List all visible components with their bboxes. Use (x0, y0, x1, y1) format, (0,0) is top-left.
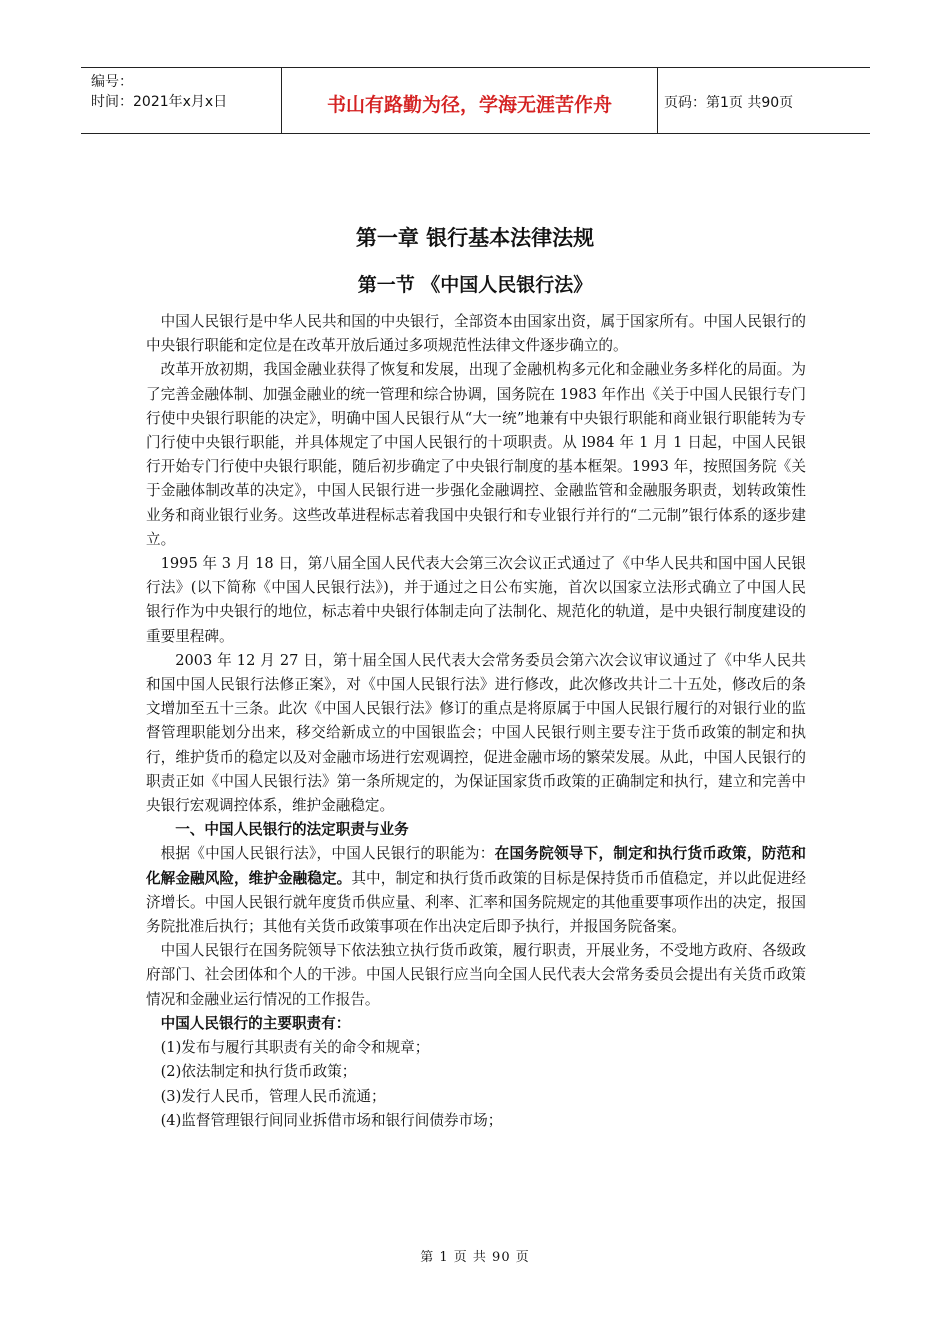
header-meta-cell (81, 68, 282, 133)
paragraph-6: 中国人民银行在国务院领导下依法独立执行货币政策，履行职责，开展业务，不受地方政府、各级政府部门、社会团体和个人的干涉。中国人民银行应当向全国人民代表大会常务委员会提出有关货币政策情况和金融业运行情况的工作报告。 (146, 942, 806, 1008)
document-body (146, 310, 806, 1133)
paragraph-1: 中国人民银行是中华人民共和国的中央银行，全部资本由国家出资，属于国家所有。中国人民银行的中央银行职能和定位是在改革开放后通过多项规范性法律文件逐步确立的。 (146, 313, 806, 355)
header-time-label: 时间：2021年x月x日 (91, 94, 228, 110)
document-header (81, 67, 870, 134)
list-item: (2)依法制定和执行货币政策； (160, 1063, 357, 1081)
subheading-duties: 一、中国人民银行的法定职责与业务 (175, 821, 409, 839)
header-motto: 书山有路勤为径，学海无涯苦作舟 (282, 68, 658, 133)
paragraph-5-rest: 其中，制定和执行货币政策的目标是保持货币币值稳定，并以此促进经济增长。中国人民银行就年度货币供应量、利率、汇率和国务院规定的其他重要事项作出的决定，报国务院批准后执行；其他有关货币政策事项在作出决定后即予执行，并报国务院备案。 (146, 869, 806, 936)
list-item: (3)发行人民币，管理人民币流通； (160, 1087, 386, 1105)
paragraph-4: 2003 年 12 月 27 日，第十届全国人民代表大会常务委员会第六次会议审议通过了《中华人民共和国中国人民银行法修正案》，对《中国人民银行法》进行修改，此次修改共计二十五处，修改后的条文增加至五十三条。此次《中国人民银行法》修订的重点是将原属于中国人民银行履行的对银行业的监督管理职能划分出来，移交给新成立的中国银监会；中国人民银行则主要专注于货币政策的制定和执行，维护货币的稳定以及对金融市场进行宏观调控，促进金融市场的繁荣发展。从此，中国人民银行的职责正如《中国人民银行法》第一条所规定的，为保证国家货币政策的正确制定和执行，建立和完善中央银行宏观调控体系，维护金融稳定。 (146, 651, 806, 815)
paragraph-5-intro: 根据《中国人民银行法》，中国人民银行的职能为： (160, 845, 495, 863)
chapter-title: 第一章 银行基本法律法规 (355, 226, 595, 250)
page-footer: 第 1 页 共 90 页 (420, 1250, 530, 1265)
header-page-info: 页码：第1页 共90页 (664, 94, 794, 111)
section-title: 第一节 《中国人民银行法》 (357, 274, 593, 296)
list-item: (1)发布与履行其职责有关的命令和规章； (160, 1039, 430, 1057)
list-item: (4)监督管理银行间同业拆借市场和银行间债券市场； (160, 1111, 503, 1129)
paragraph-5 (146, 842, 806, 939)
paragraph-5-emphasis: 在国务院领导下，制定和执行货币政策，防范和化解金融风险，维护金融稳定。 (146, 845, 806, 887)
paragraph-2: 改革开放初期，我国金融业获得了恢复和发展，出现了金融机构多元化和金融业务多样化的局面。为了完善金融体制、加强金融业的统一管理和综合协调，国务院在 1983 年作出《关于中国人民银行专门行使中央银行职能的决定》，明确中国人民银行从“大一统”地兼有中央银行职能和商业银行职能转为专门行使中央银行职能，并具体规定了中国人民银行的十项职责。从 l984 年 1 月 1 日起，中国人民银行开始专门行使中央银行职能，随后初步确定了中央银行制度的基本框架。1993 年，按照国务院《关于金融体制改革的决定》，中国人民银行进一步强化金融调控、金融监管和金融服务职责，划转政策性业务和商业银行业务。这些改革进程标志着我国中央银行和专业银行并行的“二元制”银行体系的逐步建立。 (146, 361, 806, 548)
header-number-label: 编号： (91, 74, 133, 90)
subheading-main-duties: 中国人民银行的主要职责有： (160, 1014, 351, 1032)
paragraph-3: 1995 年 3 月 18 日，第八届全国人民代表大会第三次会议正式通过了《中华人民共和国中国人民银行法》(以下简称《中国人民银行法》)，并于通过之日公布实施，首次以国家立法形式确立了中国人民银行作为中央银行的地位，标志着中央银行体制走向了法制化、规范化的轨道，是中央银行制度建设的重要里程碑。 (146, 555, 806, 645)
